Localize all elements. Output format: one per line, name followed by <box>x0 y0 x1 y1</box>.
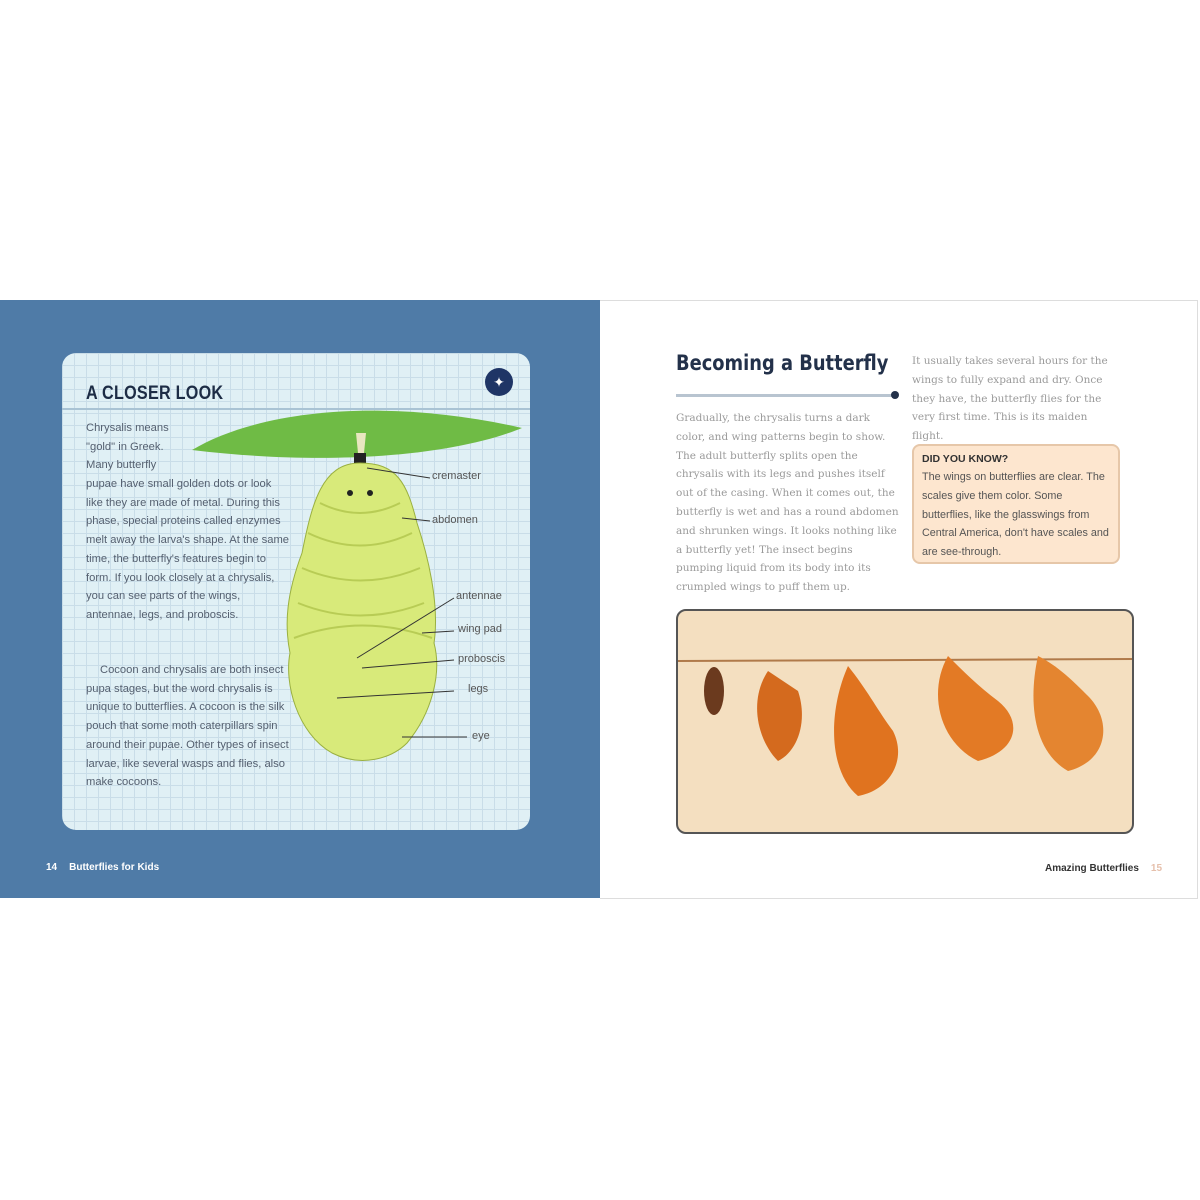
label-cremaster: cremaster <box>432 470 481 482</box>
running-title: Butterflies for Kids <box>69 862 160 873</box>
label-abdomen: abdomen <box>432 514 478 526</box>
page-number: 14 <box>46 862 58 873</box>
butterflies-illustration <box>678 611 1134 834</box>
label-wing-pad: wing pad <box>458 623 503 635</box>
page-heading: Becoming a Butterfly <box>676 351 889 375</box>
emerging-butterflies-photo <box>676 609 1134 834</box>
did-you-know-title: DID YOU KNOW? <box>922 453 1009 465</box>
sidebar-title: A CLOSER LOOK <box>86 383 224 404</box>
body-column-2: It usually takes several hours for the wings to fully expand and dry. Once they have, the butterfly flies for the very first time. This is its maiden flight. <box>912 355 1108 443</box>
sidebar-paragraph-1: pupae have small golden dots or look like they are made of metal. During this phase, special proteins called enzymes melt away the larva's shape. At the same time, the butterfly's features begin to form. If you look closely at a chrysalis, you can see parts of the wings, antennae, legs, and proboscis. <box>86 478 289 621</box>
running-title: Amazing Butterflies <box>1045 863 1139 874</box>
sidebar-paragraph-1-intro: Chrysalis means "gold" in Greek. Many butterfly <box>86 422 169 472</box>
label-proboscis: proboscis <box>458 653 506 665</box>
did-you-know-text: The wings on butterflies are clear. The scales give them color. Some butterflies, like the glasswings from Central America, don't have scales and are see-through. <box>922 471 1109 559</box>
left-page <box>0 300 600 898</box>
label-antennae: antennae <box>456 590 502 602</box>
sidebar-paragraph-2: Cocoon and chrysalis are both insect pupa stages, but the word chrysalis is unique to butterflies. A cocoon is the silk pouch that some moth caterpillars spin around their pupae. Other types of insect larvae, like several wasps and flies, also make cocoons. <box>86 664 289 789</box>
rule-dot <box>891 391 899 399</box>
label-eye: eye <box>472 730 490 742</box>
footer-left <box>46 862 171 873</box>
page-number: 15 <box>1150 863 1163 874</box>
closer-look-sidebar <box>62 353 530 830</box>
right-page <box>600 300 1198 899</box>
did-you-know-box <box>912 444 1120 564</box>
footer-right <box>1045 863 1162 874</box>
chrysalis-body <box>287 463 437 760</box>
label-legs: legs <box>468 683 489 695</box>
heading-rule <box>676 394 894 397</box>
body-column-1: Gradually, the chrysalis turns a dark color, and wing patterns begin to show. The adult butterfly splits open the chrysalis with its legs and pushes itself out of the casing. When it comes out, the butterfly is wet and has a round abdomen and shrunken wings. It looks nothing like a butterfly yet! The insect begins pumping liquid from its body into its crumpled wings to puff them up. <box>676 412 899 594</box>
butterfly-badge-icon: ✦ <box>485 368 513 396</box>
